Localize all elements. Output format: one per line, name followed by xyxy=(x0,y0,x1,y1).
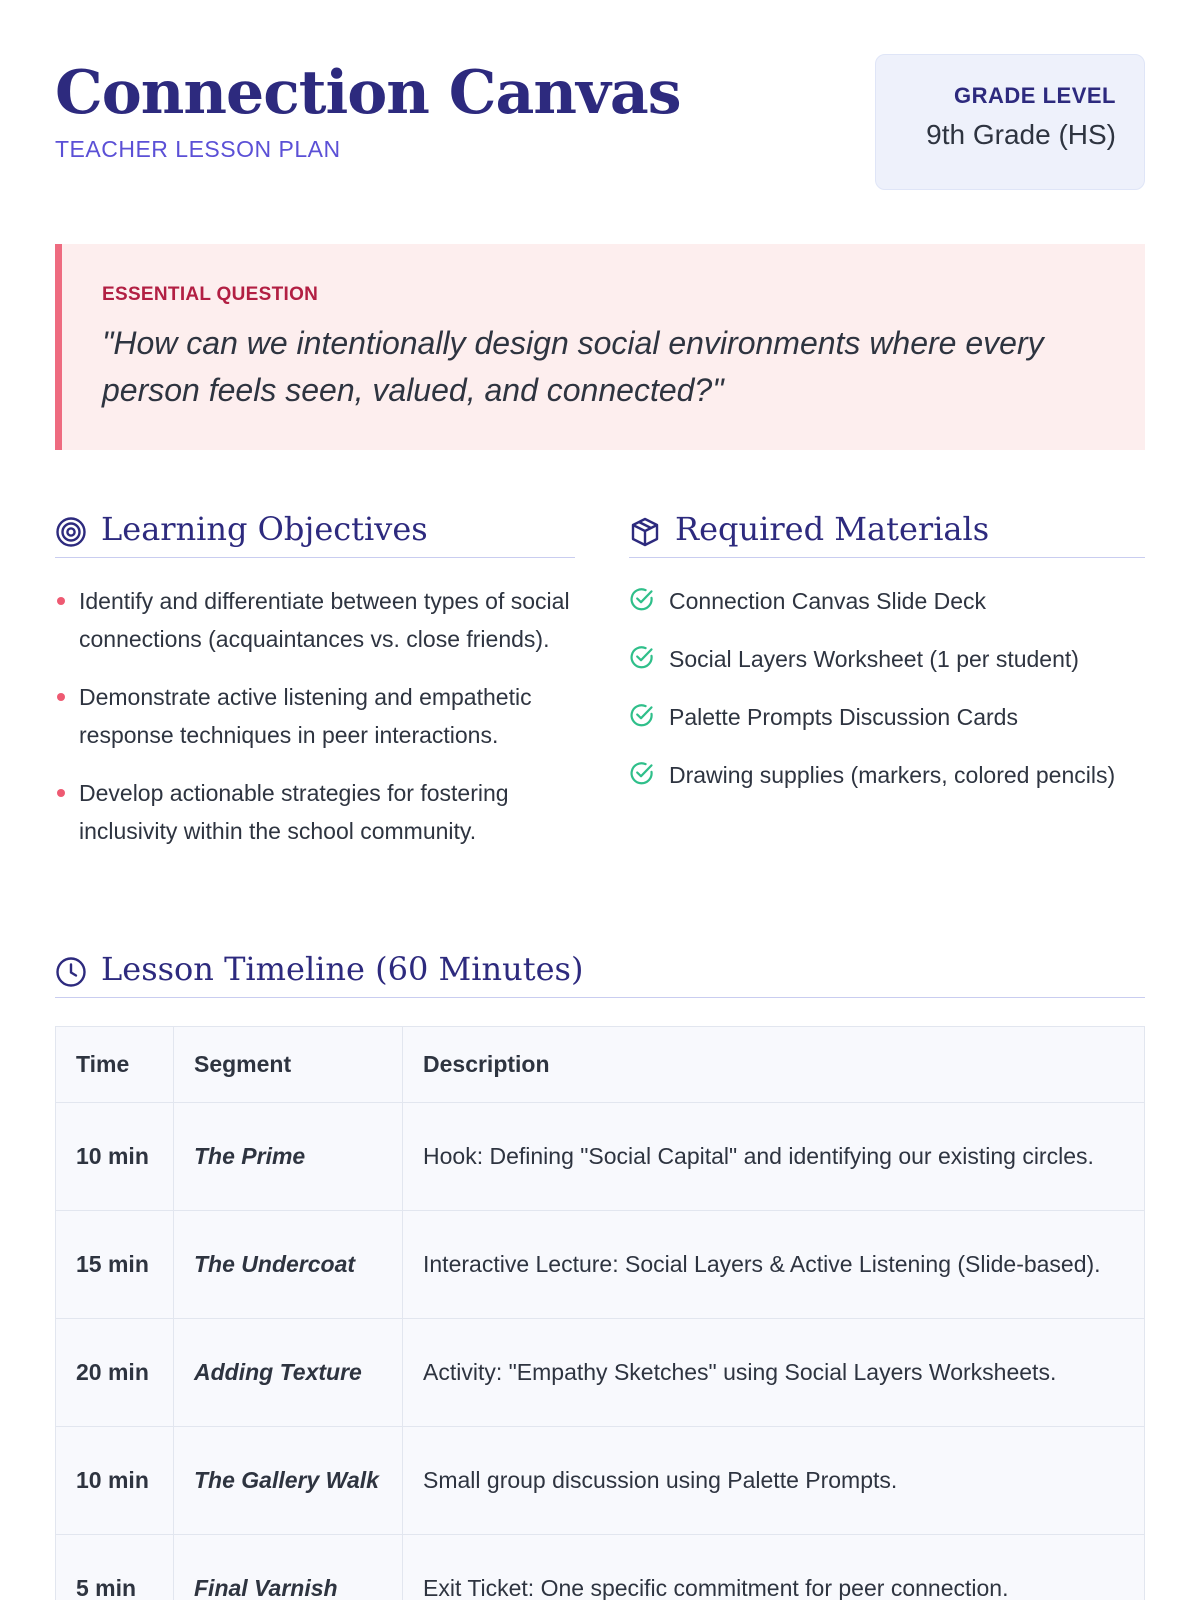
row-segment: The Undercoat xyxy=(174,1211,403,1319)
row-time: 10 min xyxy=(56,1103,174,1211)
row-description: Activity: "Empathy Sketches" using Social Layers Worksheets. xyxy=(403,1319,1145,1427)
row-time: 10 min xyxy=(56,1427,174,1535)
grade-level-card xyxy=(875,54,1145,190)
timeline-title: Lesson Timeline (60 Minutes) xyxy=(101,950,584,988)
bullet-dot xyxy=(57,597,65,605)
material-text: Palette Prompts Discussion Cards xyxy=(669,704,1018,730)
header xyxy=(55,52,1145,192)
material-text: Social Layers Worksheet (1 per student) xyxy=(669,646,1079,672)
row-time: 5 min xyxy=(56,1535,174,1600)
objective-text: Identify and differentiate between types of social connections (acquaintances vs. close friends). xyxy=(79,588,570,652)
lesson-plan-page xyxy=(55,0,1145,1600)
objectives-title: Learning Objectives xyxy=(101,510,428,548)
target-icon xyxy=(55,516,87,548)
row-description: Exit Ticket: One specific commitment for peer connection. xyxy=(403,1535,1145,1600)
objective-item xyxy=(55,774,575,850)
table-row xyxy=(56,1211,1145,1319)
materials-list xyxy=(629,582,1145,814)
objective-item xyxy=(55,678,575,754)
check-circle-icon xyxy=(629,760,655,786)
clock-icon xyxy=(55,956,87,988)
table-header-row xyxy=(56,1027,1145,1103)
row-segment: The Gallery Walk xyxy=(174,1427,403,1535)
column-header-segment: Segment xyxy=(174,1027,403,1103)
row-description: Hook: Defining "Social Capital" and identifying our existing circles. xyxy=(403,1103,1145,1211)
row-description: Interactive Lecture: Social Layers & Active Listening (Slide-based). xyxy=(403,1211,1145,1319)
materials-heading xyxy=(629,506,1145,558)
row-time: 20 min xyxy=(56,1319,174,1427)
objectives-list xyxy=(55,582,575,870)
objective-text: Develop actionable strategies for fostering inclusivity within the school community. xyxy=(79,780,509,844)
bullet-dot xyxy=(57,789,65,797)
material-text: Connection Canvas Slide Deck xyxy=(669,588,987,614)
row-time: 15 min xyxy=(56,1211,174,1319)
objective-item xyxy=(55,582,575,658)
row-description: Small group discussion using Palette Prompts. xyxy=(403,1427,1145,1535)
table-row xyxy=(56,1427,1145,1535)
table-row xyxy=(56,1319,1145,1427)
check-circle-icon xyxy=(629,586,655,612)
column-header-description: Description xyxy=(403,1027,1145,1103)
materials-title: Required Materials xyxy=(675,510,990,548)
material-item xyxy=(629,756,1145,794)
material-item xyxy=(629,640,1145,678)
objectives-heading xyxy=(55,506,575,558)
page-subtitle: TEACHER LESSON PLAN xyxy=(55,136,341,162)
box-icon xyxy=(629,516,661,548)
row-segment: Adding Texture xyxy=(174,1319,403,1427)
check-circle-icon xyxy=(629,644,655,670)
column-header-time: Time xyxy=(56,1027,174,1103)
table-row xyxy=(56,1103,1145,1211)
table-row xyxy=(56,1535,1145,1600)
objective-text: Demonstrate active listening and empathetic response techniques in peer interactions. xyxy=(79,684,532,748)
row-segment: The Prime xyxy=(174,1103,403,1211)
essential-question-callout xyxy=(55,244,1145,450)
material-item xyxy=(629,698,1145,736)
grade-level-label: GRADE LEVEL xyxy=(954,83,1116,108)
grade-level-value: 9th Grade (HS) xyxy=(926,119,1116,150)
material-text: Drawing supplies (markers, colored pencils) xyxy=(669,762,1116,788)
page-title: Connection Canvas xyxy=(55,58,681,128)
bullet-dot xyxy=(57,693,65,701)
material-item xyxy=(629,582,1145,620)
timeline-table xyxy=(55,1026,1145,1600)
row-segment: Final Varnish xyxy=(174,1535,403,1600)
essential-question-text: "How can we intentionally design social environments where every person feels seen, valued, and connected?" xyxy=(102,325,1044,408)
essential-question-label: ESSENTIAL QUESTION xyxy=(102,284,319,305)
check-circle-icon xyxy=(629,702,655,728)
timeline-heading xyxy=(55,946,1145,998)
